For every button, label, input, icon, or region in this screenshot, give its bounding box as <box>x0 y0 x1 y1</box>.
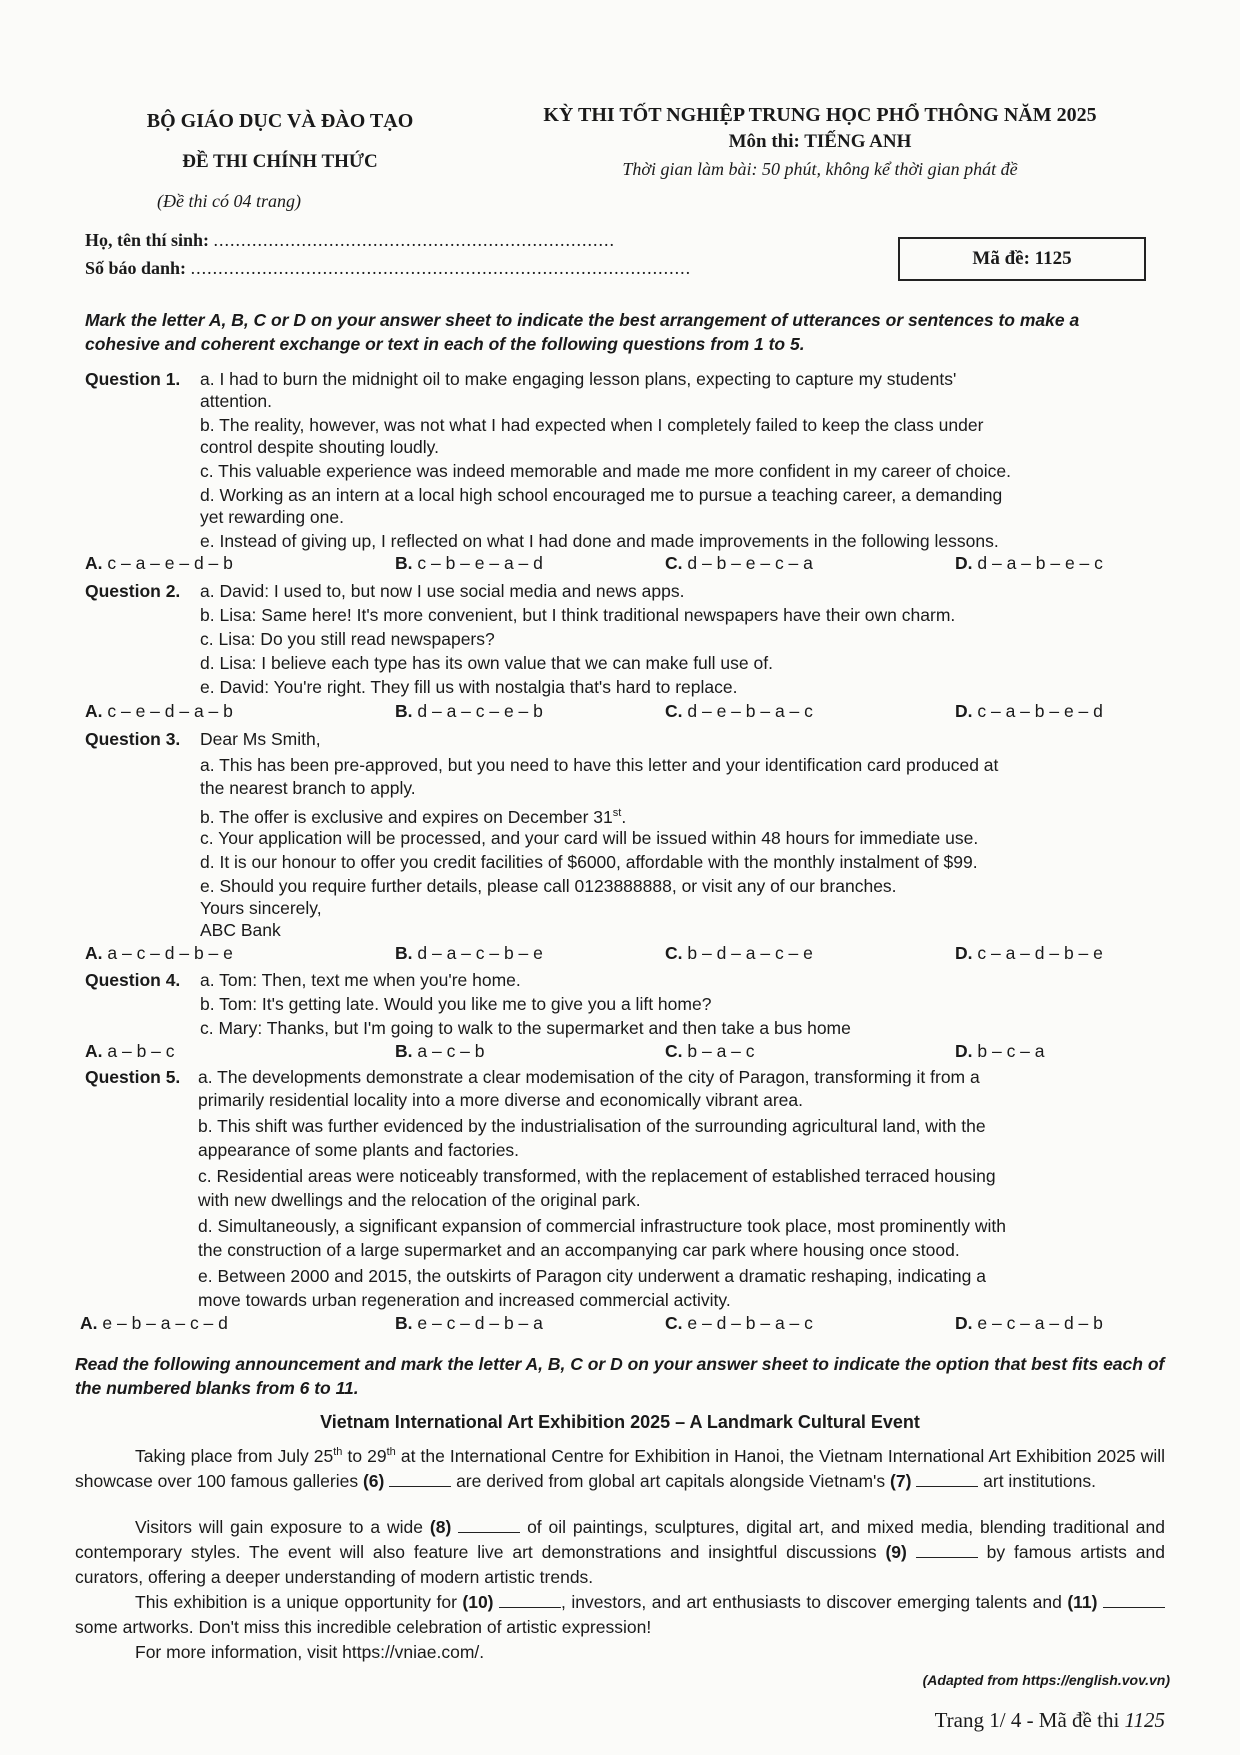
option-text: d – a – c – e – b <box>417 701 543 721</box>
option-text: d – e – b – a – c <box>687 701 813 721</box>
option-text: c – a – d – b – e <box>977 943 1103 963</box>
q1-sentence-e: e. Instead of giving up, I reflected on what I had done and made improvements in the following lessons. <box>200 531 999 551</box>
q1-label: Question 1. <box>85 369 181 389</box>
p2-text-b: of oil paintings, sculptures, digital art, and mixed media, blending traditional and contemporary styles. The event will also feature live art demonstrations and insightful discussions <box>75 1517 1165 1562</box>
q5-sentence-d: d. Simultaneously, a significant expansion of commercial infrastructure took place, most prominently with <box>198 1216 1006 1236</box>
q2-option-d[interactable] <box>955 701 1103 722</box>
option-letter: A. <box>85 701 103 721</box>
option-letter: B. <box>395 553 413 573</box>
q3-sentence-a: a. This has been pre-approved, but you need to have this letter and your identification card produced at <box>200 755 999 775</box>
option-letter: D. <box>955 943 973 963</box>
p1-sup-2: th <box>386 1446 396 1458</box>
option-text: c – a – e – d – b <box>107 553 233 573</box>
q3-sentence-a-cont: the nearest branch to apply. <box>200 778 416 798</box>
option-text: d – a – c – b – e <box>417 943 543 963</box>
q2-utterance-e: e. David: You're right. They fill us with nostalgia that's hard to replace. <box>200 677 738 697</box>
announcement-paragraph-1 <box>75 1440 1165 1494</box>
option-text: e – c – a – d – b <box>977 1313 1103 1333</box>
option-text: d – a – b – e – c <box>977 553 1103 573</box>
p1-text-b: to 29 <box>342 1445 387 1466</box>
page-count-note: (Đề thi có 04 trang) <box>157 191 301 211</box>
blank-9 <box>916 1543 978 1558</box>
p3-text-c: some artworks. Don't miss this incredible celebration of artistic expression! <box>75 1617 652 1637</box>
q5-sentence-e-cont: move towards urban regeneration and increased commercial activity. <box>198 1290 731 1310</box>
option-letter: B. <box>395 701 413 721</box>
option-letter: D. <box>955 1041 973 1061</box>
option-text: b – c – a <box>977 1041 1045 1061</box>
option-text: e – b – a – c – d <box>102 1313 228 1333</box>
q5-sentence-a-cont: primarily residential locality into a more diverse and economically vibrant area. <box>198 1090 803 1110</box>
p2-text-c: by famous artists and curators, offering a deeper understanding of modern artistic trends. <box>75 1542 1165 1587</box>
option-letter: B. <box>395 1313 413 1333</box>
q3-option-c[interactable] <box>665 943 813 964</box>
footer-page: Trang 1/ 4 - Mã đề thi <box>934 1708 1125 1732</box>
source-note: (Adapted from https://english.vov.vn) <box>922 1672 1170 1688</box>
q4-option-d[interactable] <box>955 1041 1045 1062</box>
q1-sentence-a: a. I had to burn the midnight oil to make engaging lesson plans, expecting to capture my students' <box>200 369 957 389</box>
name-label: Họ, tên thí sinh: <box>85 230 210 250</box>
q1-sentence-b-cont: control despite shouting loudly. <box>200 437 439 457</box>
q5-sentence-b-cont: appearance of some plants and factories. <box>198 1140 520 1160</box>
option-text: a – c – d – b – e <box>107 943 233 963</box>
name-dots: ......................................................................... <box>213 230 616 250</box>
q3-option-d[interactable] <box>955 943 1103 964</box>
candidate-id-line <box>85 258 691 279</box>
q3-closing: Yours sincerely, <box>200 898 322 918</box>
q1-sentence-b: b. The reality, however, was not what I had expected when I completely failed to keep the class under <box>200 415 984 435</box>
official-label: ĐỀ THI CHÍNH THỨC <box>182 151 378 172</box>
section1-instruction: Mark the letter A, B, C or D on your answer sheet to indicate the best arrangement of utterances or sentences to make a cohesive and coherent exchange or text in each of the following questions from 1 to 5. <box>85 310 1080 354</box>
q1-sentence-a-cont: attention. <box>200 391 272 411</box>
q2-utterance-a: a. David: I used to, but now I use social media and news apps. <box>200 581 685 601</box>
q3-sentence-e: e. Should you require further details, please call 0123888888, or visit any of our branches. <box>200 876 897 896</box>
header-right <box>500 104 1140 180</box>
option-letter: C. <box>665 943 683 963</box>
q3-signature: ABC Bank <box>200 920 281 940</box>
announcement-paragraph-3 <box>75 1590 1165 1640</box>
p1-sup-1: th <box>333 1446 343 1458</box>
option-letter: B. <box>395 943 413 963</box>
q4-option-b[interactable] <box>395 1041 485 1062</box>
q4-utterance-b: b. Tom: It's getting late. Would you like me to give you a lift home? <box>200 994 712 1014</box>
q4-utterance-a: a. Tom: Then, text me when you're home. <box>200 970 521 990</box>
option-text: e – d – b – a – c <box>687 1313 813 1333</box>
option-text: b – d – a – c – e <box>687 943 813 963</box>
blank-11 <box>1103 1593 1165 1608</box>
exam-title: KỲ THI TỐT NGHIỆP TRUNG HỌC PHỔ THÔNG NĂM 2025 <box>543 104 1097 126</box>
q3-sentence-c: c. Your application will be processed, and your card will be issued within 48 hours for immediate use. <box>200 828 979 848</box>
option-text: a – b – c <box>107 1041 175 1061</box>
q3-sentence-d: d. It is our honour to offer you credit facilities of $6000, affordable with the monthly instalment of $99. <box>200 852 978 872</box>
announcement-paragraph-2 <box>75 1515 1165 1590</box>
p1-text-e: art institutions. <box>978 1470 1096 1491</box>
p2-text-a: Visitors will gain exposure to a wide <box>135 1517 430 1537</box>
option-letter: D. <box>955 553 973 573</box>
q5-sentence-d-cont: the construction of a large supermarket and an accompanying car park where housing once stood. <box>198 1240 960 1260</box>
announcement-paragraph-4: For more information, visit https://vniae.com/. <box>135 1642 485 1662</box>
option-text: c – b – e – a – d <box>417 553 543 573</box>
blank-7 <box>916 1472 978 1487</box>
option-letter: A. <box>85 943 103 963</box>
q5-label: Question 5. <box>85 1067 181 1087</box>
p1-text-c: at the International Centre for Exhibition in Hanoi, the Vietnam International Art Exhibition 2025 will showcase over 100 famous galleries <box>75 1445 1165 1491</box>
option-letter: A. <box>85 1041 103 1061</box>
header-left <box>105 110 455 212</box>
exam-subject: Môn thi: TIẾNG ANH <box>728 131 912 152</box>
option-text: a – c – b <box>417 1041 485 1061</box>
q1-sentence-d-cont: yet rewarding one. <box>200 507 344 527</box>
q5-option-b[interactable] <box>395 1313 543 1334</box>
option-letter: D. <box>955 701 973 721</box>
q5-option-a[interactable] <box>80 1313 228 1334</box>
q5-option-d[interactable] <box>955 1313 1103 1334</box>
blank-7-number: (7) <box>890 1470 912 1491</box>
q1-sentence-c: c. This valuable experience was indeed memorable and made me more confident in my career of choice. <box>200 461 1011 481</box>
option-letter: C. <box>665 701 683 721</box>
blank-10-number: (10) <box>462 1592 494 1612</box>
blank-8-number: (8) <box>429 1517 452 1537</box>
q3-option-a[interactable] <box>85 943 233 964</box>
q5-sentence-c-cont: with new dwellings and the relocation of the original park. <box>198 1190 641 1210</box>
q4-utterance-c: c. Mary: Thanks, but I'm going to walk to the supermarket and then take a bus home <box>200 1018 851 1038</box>
option-text: d – b – e – c – a <box>687 553 813 573</box>
ministry-name: BỘ GIÁO DỤC VÀ ĐÀO TẠO <box>146 110 414 132</box>
q2-option-b[interactable] <box>395 701 543 722</box>
option-letter: A. <box>80 1313 98 1333</box>
p3-text-b: , investors, and art enthusiasts to discover emerging talents and <box>561 1592 1068 1612</box>
q1-option-c[interactable] <box>665 553 813 574</box>
q5-sentence-a: a. The developments demonstrate a clear modemisation of the city of Paragon, transforming it from a <box>198 1067 980 1087</box>
q1-option-b[interactable] <box>395 553 543 574</box>
q1-option-a[interactable] <box>85 553 233 574</box>
footer-code: 1125 <box>1124 1708 1165 1732</box>
option-letter: C. <box>665 1041 683 1061</box>
q5-sentence-b: b. This shift was further evidenced by the industrialisation of the surrounding agricultural land, with the <box>198 1116 986 1136</box>
option-text: c – e – d – a – b <box>107 701 233 721</box>
option-letter: B. <box>395 1041 413 1061</box>
blank-8 <box>458 1518 520 1533</box>
option-letter: C. <box>665 1313 683 1333</box>
page-footer <box>935 1708 1165 1733</box>
option-letter: C. <box>665 553 683 573</box>
q5-option-c[interactable] <box>665 1313 813 1334</box>
option-text: b – a – c <box>687 1041 755 1061</box>
blank-9-number: (9) <box>885 1542 907 1562</box>
q3-b-end: . <box>621 806 627 827</box>
q3-b-sup: st <box>612 807 622 819</box>
q2-option-a[interactable] <box>85 701 233 722</box>
option-letter: D. <box>955 1313 973 1333</box>
q3-sentence-b <box>200 802 626 828</box>
q5-sentence-c: c. Residential areas were noticeably transformed, with the replacement of established terraced housing <box>198 1166 996 1186</box>
option-text: c – a – b – e – d <box>977 701 1103 721</box>
q2-label: Question 2. <box>85 581 181 601</box>
blank-10 <box>499 1593 561 1608</box>
option-letter: A. <box>85 553 103 573</box>
announcement-title: Vietnam International Art Exhibition 2025 – A Landmark Cultural Event <box>320 1412 920 1432</box>
q1-sentence-d: d. Working as an intern at a local high school encouraged me to pursue a teaching career, a demanding <box>200 485 1003 505</box>
blank-11-number: (11) <box>1067 1592 1098 1612</box>
q2-utterance-b: b. Lisa: Same here! It's more convenient, but I think traditional newspapers have their own charm. <box>200 605 956 625</box>
p1-text-a: Taking place from July 25 <box>135 1445 334 1466</box>
exam-code-box: Mã đề: 1125 <box>898 237 1146 281</box>
q2-utterance-c: c. Lisa: Do you still read newspapers? <box>200 629 495 649</box>
q2-option-c[interactable] <box>665 701 813 722</box>
q3-b-text: b. The offer is exclusive and expires on December 31 <box>200 806 613 827</box>
q3-label: Question 3. <box>85 729 181 749</box>
blank-6 <box>389 1472 451 1487</box>
id-label: Số báo danh: <box>85 258 187 278</box>
q1-option-d[interactable] <box>955 553 1103 574</box>
q3-greeting: Dear Ms Smith, <box>200 729 321 749</box>
candidate-name-line <box>85 230 615 251</box>
p1-text-d: are derived from global art capitals alongside Vietnam's <box>451 1470 891 1491</box>
q4-label: Question 4. <box>85 970 181 990</box>
q3-option-b[interactable] <box>395 943 543 964</box>
q4-option-a[interactable] <box>85 1041 175 1062</box>
section2-instruction: Read the following announcement and mark the letter A, B, C or D on your answer sheet to indicate the option that best fits each of the numbered blanks from 6 to 11. <box>75 1354 1165 1398</box>
option-text: e – c – d – b – a <box>417 1313 543 1333</box>
blank-6-number: (6) <box>362 1470 385 1491</box>
id-dots: ........................................................................................... <box>190 258 692 278</box>
exam-time: Thời gian làm bài: 50 phút, không kể thời gian phát đề <box>622 159 1018 179</box>
p3-text-a: This exhibition is a unique opportunity for <box>135 1592 463 1612</box>
q2-utterance-d: d. Lisa: I believe each type has its own value that we can make full use of. <box>200 653 773 673</box>
q4-option-c[interactable] <box>665 1041 755 1062</box>
q5-sentence-e: e. Between 2000 and 2015, the outskirts of Paragon city underwent a dramatic reshaping, indicating a <box>198 1266 986 1286</box>
